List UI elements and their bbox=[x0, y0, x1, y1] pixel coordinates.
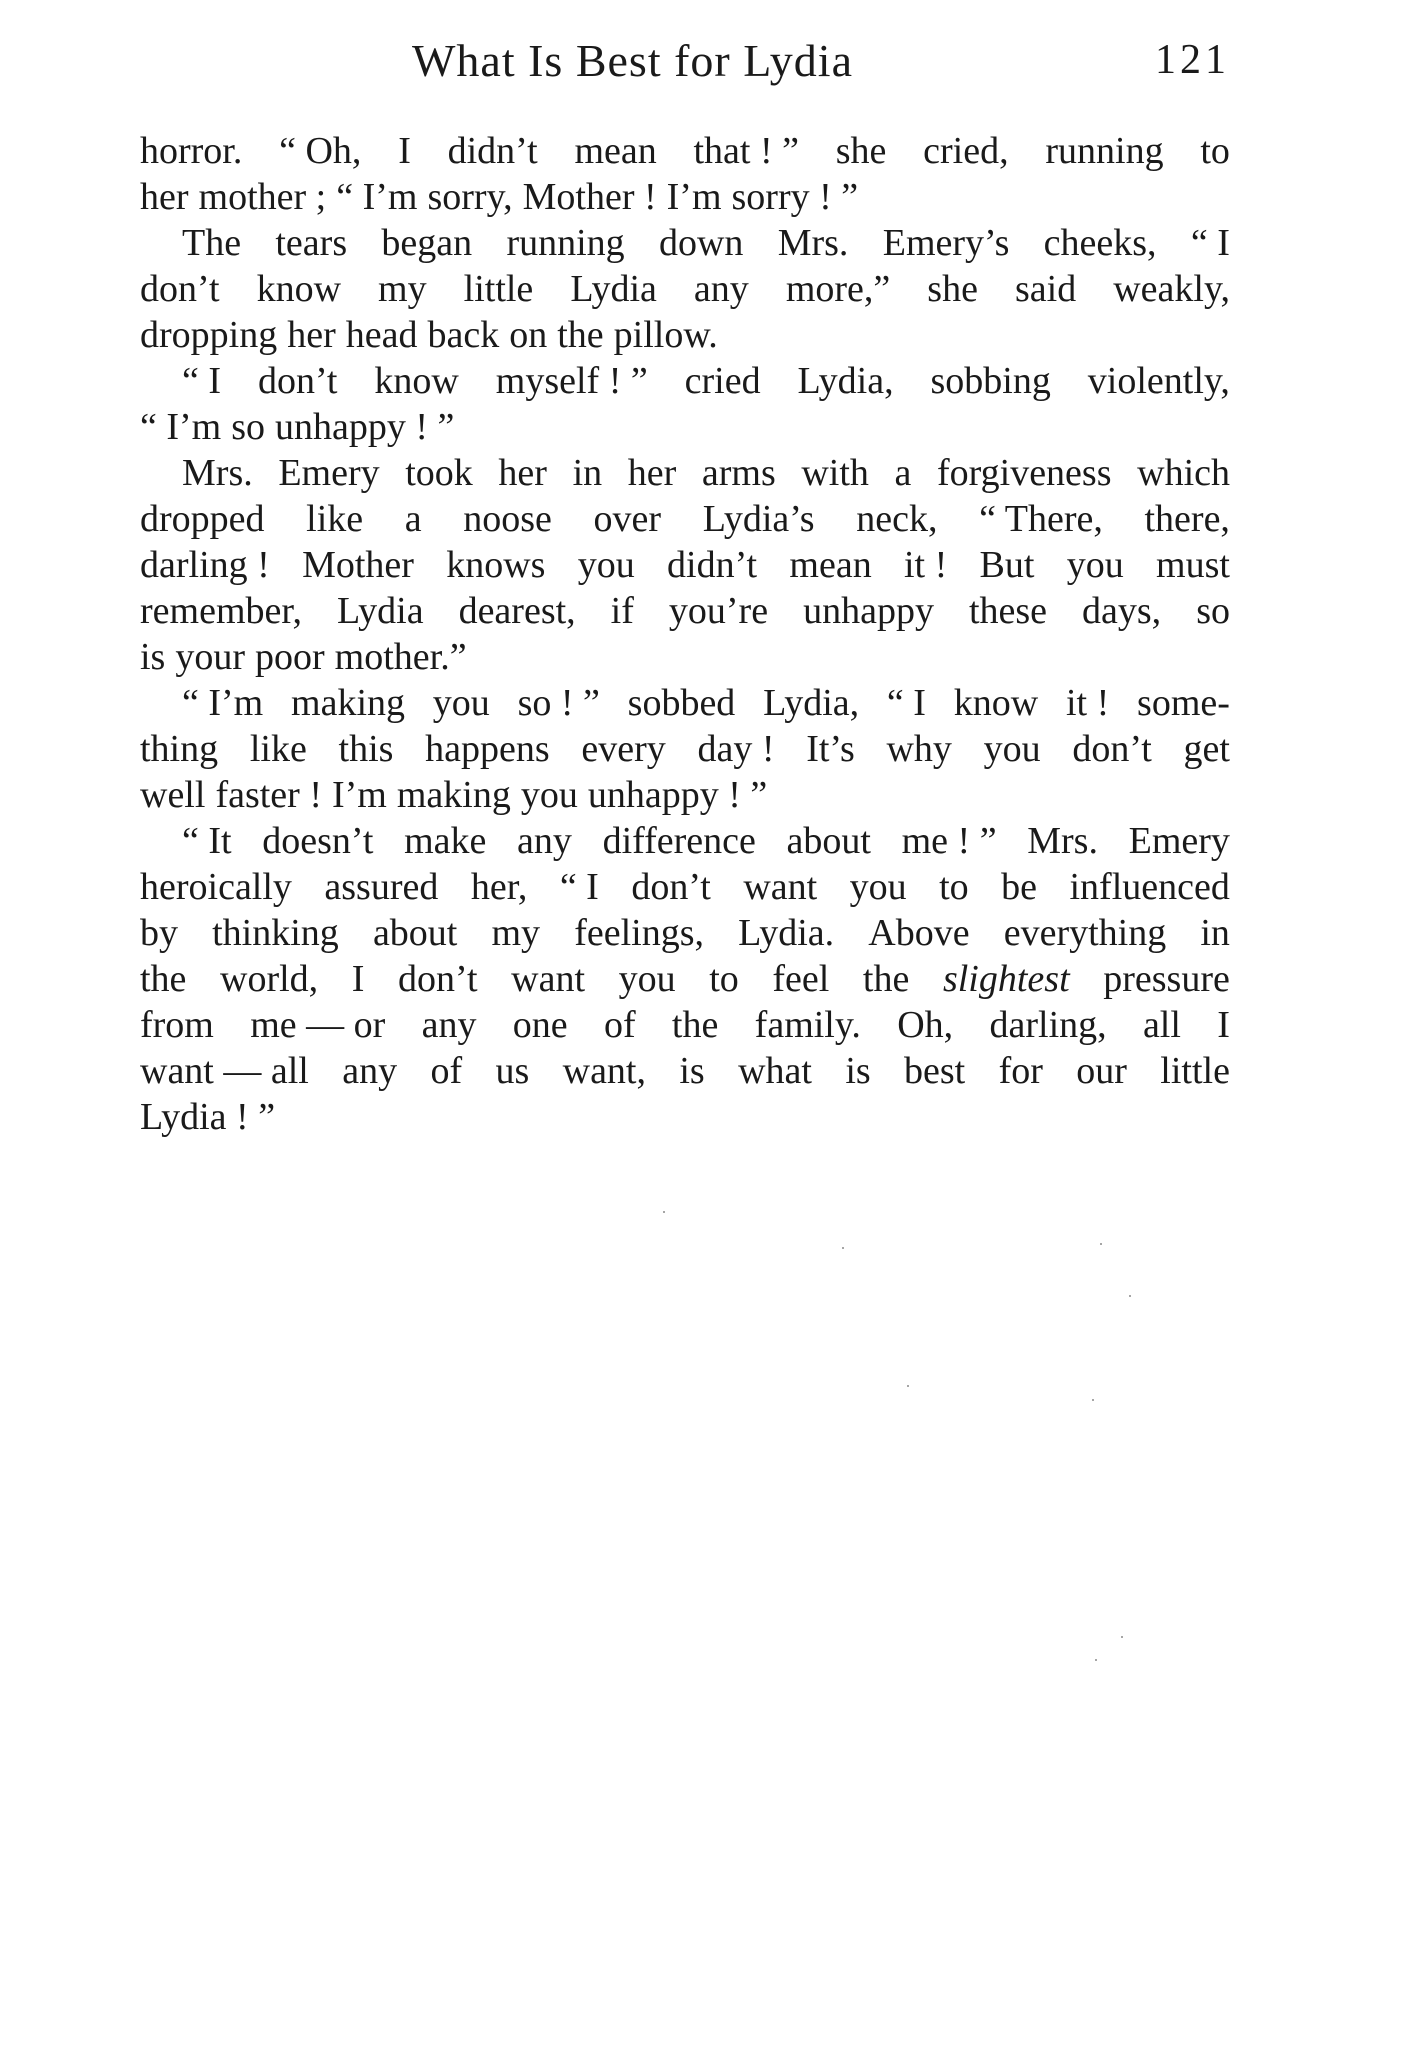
paper-speck bbox=[1100, 1243, 1102, 1245]
word: it ! bbox=[903, 544, 948, 586]
text-line bbox=[140, 910, 1230, 956]
word: It’s bbox=[806, 728, 855, 770]
word: any bbox=[517, 820, 572, 862]
word: violently, bbox=[1087, 360, 1230, 402]
word: “ It bbox=[182, 820, 232, 862]
word: head bbox=[345, 314, 418, 356]
word: more,” bbox=[785, 268, 891, 310]
word: to bbox=[1200, 130, 1230, 172]
text-line bbox=[140, 450, 1230, 496]
word: unhappy bbox=[803, 590, 934, 632]
word: a bbox=[404, 498, 422, 540]
word: mother ; bbox=[198, 176, 327, 218]
word: the bbox=[140, 958, 187, 1000]
word: Lydia. bbox=[738, 912, 835, 954]
word: making bbox=[396, 774, 511, 816]
word: making bbox=[291, 682, 405, 724]
word: her, bbox=[470, 866, 528, 908]
word: to bbox=[709, 958, 739, 1000]
word: these bbox=[968, 590, 1048, 632]
word: so bbox=[231, 406, 266, 448]
word: in bbox=[572, 452, 603, 494]
text-line bbox=[140, 634, 1230, 680]
word: don’t bbox=[1072, 728, 1152, 770]
word: Lydia, bbox=[763, 682, 860, 724]
word: the bbox=[862, 958, 910, 1000]
word: darling ! bbox=[140, 544, 270, 586]
word: Emery bbox=[1128, 820, 1230, 862]
text-line bbox=[140, 174, 1230, 220]
word: why bbox=[886, 728, 952, 770]
text-line bbox=[140, 818, 1230, 864]
word: best bbox=[904, 1050, 966, 1092]
word: from bbox=[140, 1004, 214, 1046]
running-title: What Is Best for Lydia bbox=[412, 35, 854, 86]
word: by bbox=[140, 912, 178, 954]
word: about bbox=[372, 912, 458, 954]
word: pillow. bbox=[613, 314, 718, 356]
word: running bbox=[1045, 130, 1164, 172]
word: Emery’s bbox=[882, 222, 1010, 264]
word: you bbox=[577, 544, 635, 586]
word: cried bbox=[684, 360, 761, 402]
word: Lydia ! ” bbox=[140, 1096, 276, 1138]
word: of bbox=[603, 1004, 636, 1046]
word: heroically bbox=[140, 866, 292, 908]
word: poor bbox=[255, 636, 325, 678]
word: pressure bbox=[1103, 958, 1230, 1000]
word: assured bbox=[324, 866, 439, 908]
word: she bbox=[835, 130, 887, 172]
word: forgiveness bbox=[937, 452, 1112, 494]
word: know bbox=[374, 360, 459, 402]
word: little bbox=[1160, 1050, 1230, 1092]
word: weakly, bbox=[1113, 268, 1230, 310]
word: sorry, bbox=[427, 176, 513, 218]
text-line bbox=[140, 128, 1230, 174]
word: sobbed bbox=[627, 682, 736, 724]
word: “ I’m bbox=[140, 406, 222, 448]
word: your bbox=[175, 636, 246, 678]
word: “ I bbox=[886, 682, 926, 724]
word: is bbox=[679, 1050, 705, 1092]
word: “ There, bbox=[979, 498, 1103, 540]
word: I bbox=[351, 958, 365, 1000]
word: don’t bbox=[631, 866, 711, 908]
word: Oh, bbox=[897, 1004, 954, 1046]
word: want, bbox=[562, 1050, 646, 1092]
word: you bbox=[849, 866, 907, 908]
word: her bbox=[498, 452, 547, 494]
word: all bbox=[1142, 1004, 1181, 1046]
word: it ! bbox=[1065, 682, 1110, 724]
word: want bbox=[511, 958, 586, 1000]
paper-speck bbox=[1129, 1295, 1131, 1297]
text-line bbox=[140, 1094, 1230, 1140]
word: must bbox=[1156, 544, 1230, 586]
word: sorry ! ” bbox=[731, 176, 859, 218]
text-line bbox=[140, 358, 1230, 404]
running-head bbox=[140, 34, 1230, 94]
text-line bbox=[140, 726, 1230, 772]
word: know bbox=[953, 682, 1039, 724]
word: that ! ” bbox=[693, 130, 799, 172]
text-line bbox=[140, 542, 1230, 588]
word: feelings, bbox=[574, 912, 704, 954]
word: Lydia bbox=[570, 268, 657, 310]
word: dearest, bbox=[458, 590, 576, 632]
paper-speck bbox=[1121, 1636, 1123, 1638]
word: darling, bbox=[989, 1004, 1107, 1046]
text-line bbox=[140, 404, 1230, 450]
word: knows bbox=[446, 544, 546, 586]
word: mother.” bbox=[334, 636, 467, 678]
word: mean bbox=[789, 544, 872, 586]
word: get bbox=[1183, 728, 1230, 770]
word: feel bbox=[772, 958, 830, 1000]
word: mean bbox=[574, 130, 657, 172]
word: running bbox=[506, 222, 625, 264]
word: the bbox=[671, 1004, 719, 1046]
word: of bbox=[430, 1050, 463, 1092]
paper-speck bbox=[907, 1385, 909, 1387]
word: so bbox=[1196, 590, 1230, 632]
word: know bbox=[256, 268, 342, 310]
word: you bbox=[983, 728, 1041, 770]
text-line bbox=[140, 956, 1230, 1002]
word: thinking bbox=[212, 912, 339, 954]
word: down bbox=[658, 222, 744, 264]
word: in bbox=[1200, 912, 1230, 954]
word: Mother ! bbox=[522, 176, 657, 218]
word: I’m bbox=[331, 774, 387, 816]
word: any bbox=[421, 1004, 477, 1046]
word: unhappy ! ” bbox=[587, 774, 768, 816]
word: happens bbox=[425, 728, 550, 770]
body-text bbox=[140, 128, 1230, 1140]
text-line bbox=[140, 588, 1230, 634]
word: “ I’m bbox=[182, 682, 264, 724]
word: well bbox=[140, 774, 206, 816]
word: want — all bbox=[140, 1050, 309, 1092]
word: faster ! bbox=[215, 774, 322, 816]
word: every bbox=[581, 728, 666, 770]
word: “ I bbox=[182, 360, 222, 402]
paper-speck bbox=[1095, 1659, 1097, 1661]
word: want bbox=[743, 866, 818, 908]
word: noose bbox=[463, 498, 552, 540]
word: myself ! ” bbox=[495, 360, 648, 402]
word: slightest bbox=[942, 958, 1070, 1000]
word: any bbox=[342, 1050, 398, 1092]
word: dropped bbox=[140, 498, 265, 540]
word: what bbox=[738, 1050, 812, 1092]
word: “ I bbox=[559, 866, 599, 908]
word: Mrs. bbox=[182, 452, 253, 494]
word: this bbox=[338, 728, 394, 770]
word: days, bbox=[1082, 590, 1162, 632]
word: you bbox=[1066, 544, 1124, 586]
paper-speck bbox=[1092, 1399, 1094, 1401]
text-line bbox=[140, 864, 1230, 910]
word: one bbox=[512, 1004, 568, 1046]
word: you bbox=[432, 682, 490, 724]
text-line bbox=[140, 312, 1230, 358]
word: Lydia bbox=[337, 590, 424, 632]
word: me ! ” bbox=[901, 820, 997, 862]
word: my bbox=[378, 268, 427, 310]
word: tears bbox=[275, 222, 348, 264]
word: is bbox=[845, 1050, 871, 1092]
word: cried, bbox=[923, 130, 1009, 172]
word: Lydia, bbox=[797, 360, 894, 402]
word: there, bbox=[1144, 498, 1230, 540]
text-line bbox=[140, 496, 1230, 542]
word: world, bbox=[220, 958, 319, 1000]
text-line bbox=[140, 1048, 1230, 1094]
word: I bbox=[398, 130, 411, 172]
word: everything bbox=[1003, 912, 1167, 954]
word: dropping bbox=[140, 314, 278, 356]
word: “ I bbox=[1190, 222, 1230, 264]
word: any bbox=[693, 268, 749, 310]
word: my bbox=[491, 912, 541, 954]
word: little bbox=[463, 268, 534, 310]
word: if bbox=[610, 590, 634, 632]
word: thing bbox=[140, 728, 219, 770]
word: you’re bbox=[668, 590, 769, 632]
word: didn’t bbox=[447, 130, 538, 172]
text-line bbox=[140, 220, 1230, 266]
word: back bbox=[427, 314, 500, 356]
text-line bbox=[140, 266, 1230, 312]
word: Lydia’s bbox=[702, 498, 815, 540]
word: unhappy ! ” bbox=[275, 406, 455, 448]
word: Mother bbox=[302, 544, 414, 586]
word: like bbox=[306, 498, 364, 540]
word: don’t bbox=[140, 268, 220, 310]
word: family. bbox=[754, 1004, 861, 1046]
word: with bbox=[801, 452, 869, 494]
word: Mrs. bbox=[1027, 820, 1098, 862]
word: took bbox=[405, 452, 473, 494]
word: The bbox=[182, 222, 242, 264]
word: “ Oh, bbox=[279, 130, 362, 172]
word: like bbox=[249, 728, 307, 770]
word: to bbox=[939, 866, 969, 908]
paper-speck bbox=[842, 1247, 844, 1249]
page-number: 121 bbox=[1155, 37, 1230, 83]
word: Mrs. bbox=[777, 222, 849, 264]
word: over bbox=[593, 498, 662, 540]
word: some- bbox=[1137, 682, 1230, 724]
word: make bbox=[404, 820, 487, 862]
word: on bbox=[509, 314, 548, 356]
word: a bbox=[894, 452, 912, 494]
word: I bbox=[1217, 1004, 1230, 1046]
word: But bbox=[979, 544, 1035, 586]
word: our bbox=[1076, 1050, 1127, 1092]
word: said bbox=[1014, 268, 1077, 310]
word: about bbox=[786, 820, 871, 862]
word: her bbox=[287, 314, 336, 356]
word: remember, bbox=[140, 590, 303, 632]
word: difference bbox=[602, 820, 756, 862]
word: us bbox=[495, 1050, 530, 1092]
word: Emery bbox=[278, 452, 380, 494]
word: don’t bbox=[398, 958, 478, 1000]
word: doesn’t bbox=[262, 820, 374, 862]
word: sobbing bbox=[930, 360, 1051, 402]
word: so ! ” bbox=[517, 682, 600, 724]
word: “ I’m bbox=[336, 176, 418, 218]
word: which bbox=[1137, 452, 1230, 494]
word: the bbox=[557, 314, 604, 356]
word: I’m bbox=[666, 176, 722, 218]
text-line bbox=[140, 772, 1230, 818]
word: you bbox=[520, 774, 578, 816]
word: began bbox=[381, 222, 473, 264]
word: don’t bbox=[257, 360, 338, 402]
word: horror. bbox=[140, 130, 243, 172]
word: day ! bbox=[697, 728, 775, 770]
word: be bbox=[1001, 866, 1038, 908]
text-line bbox=[140, 680, 1230, 726]
word: her bbox=[627, 452, 677, 494]
text-line bbox=[140, 1002, 1230, 1048]
word: arms bbox=[701, 452, 776, 494]
word: you bbox=[618, 958, 676, 1000]
word: cheeks, bbox=[1043, 222, 1157, 264]
word: her bbox=[140, 176, 189, 218]
paper-speck bbox=[663, 1211, 665, 1213]
word: is bbox=[140, 636, 166, 678]
word: didn’t bbox=[667, 544, 758, 586]
word: influenced bbox=[1069, 866, 1230, 908]
word: for bbox=[998, 1050, 1043, 1092]
word: me — or bbox=[250, 1004, 386, 1046]
word: Above bbox=[868, 912, 970, 954]
word: neck, bbox=[856, 498, 938, 540]
word: she bbox=[927, 268, 978, 310]
